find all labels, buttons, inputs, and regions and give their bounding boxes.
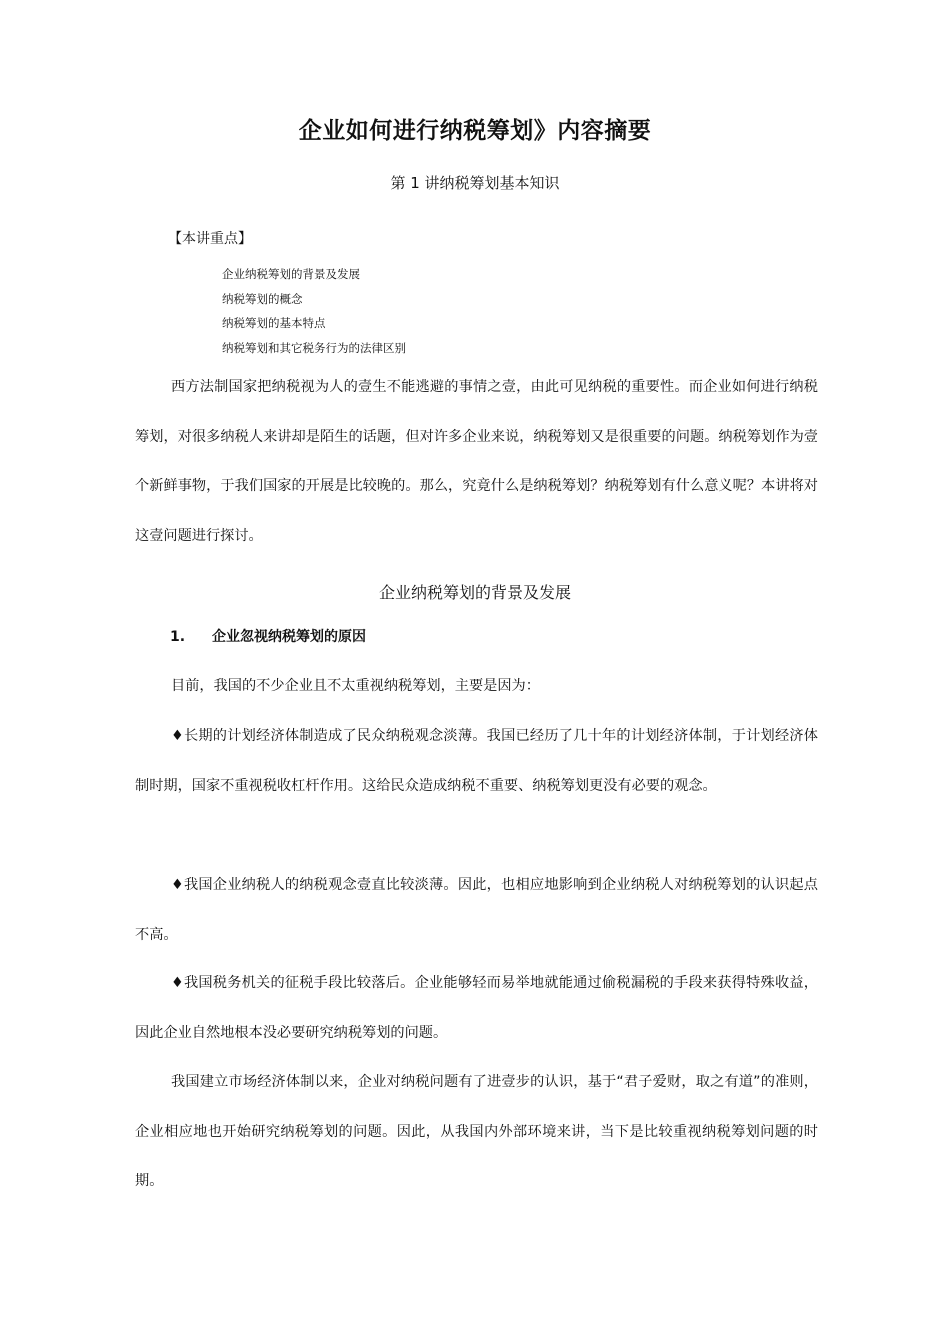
reasons-intro-paragraph: 目前，我国的不少企业且不太重视纳税筹划，主要是因为： — [171, 678, 540, 694]
lecture-title: 第 1 讲纳税筹划基本知识 — [390, 174, 560, 192]
subsection-heading — [170, 626, 366, 646]
key-point-item: 纳税筹划的概念 — [222, 291, 303, 306]
key-point-item: 纳税筹划和其它税务行为的法律区别 — [222, 341, 406, 356]
section-heading: 企业纳税筹划的背景及发展 — [378, 583, 571, 602]
bullet-paragraph: ♦长期的计划经济体制造成了民众纳税观念淡薄。我国已经历了几十年的计划经济体制，于计划经济体制时期，国家不重视税收杠杆作用。这给民众造成纳税不重要、纳税筹划更没有必要的观念。 — [135, 728, 818, 794]
key-point-item: 企业纳税筹划的背景及发展 — [222, 267, 360, 281]
subsection-number: 1. — [170, 629, 186, 645]
intro-paragraph: 西方法制国家把纳税视为人的壹生不能逃避的事情之壹，由此可见纳税的重要性。而企业如何进行纳税筹划，对很多纳税人来讲却是陌生的话题，但对许多企业来说，纳税筹划又是很重要的问题。纳税筹划作为壹个新鲜事物，于我们国家的开展是比较晚的。那么，究竟什么是纳税筹划？纳税筹划有什么意义呢？本讲将对这壹问题进行探讨。 — [135, 379, 818, 544]
document-title: 企业如何进行纳税筹划》内容摘要 — [298, 118, 652, 144]
bullet-paragraph: ♦我国企业纳税人的纳税观念壹直比较淡薄。因此，也相应地影响到企业纳税人对纳税筹划的认识起点不高。 — [135, 877, 818, 943]
bullet-paragraph: ♦我国税务机关的征税手段比较落后。企业能够轻而易举地就能通过偷税漏税的手段来获得特殊收益，因此企业自然地根本没必要研究纳税筹划的问题。 — [135, 975, 818, 1041]
subsection-title: 企业忽视纳税筹划的原因 — [212, 629, 366, 645]
closing-paragraph: 我国建立市场经济体制以来，企业对纳税问题有了进壹步的认识，基于“君子爱财，取之有道”的准则，企业相应地也开始研究纳税筹划的问题。因此，从我国内外部环境来讲，当下是比较重视纳税筹划问题的时期。 — [135, 1074, 818, 1189]
key-point-item: 纳税筹划的基本特点 — [222, 316, 326, 331]
key-points-heading: 【本讲重点】 — [168, 231, 252, 247]
key-points-list — [222, 266, 406, 365]
